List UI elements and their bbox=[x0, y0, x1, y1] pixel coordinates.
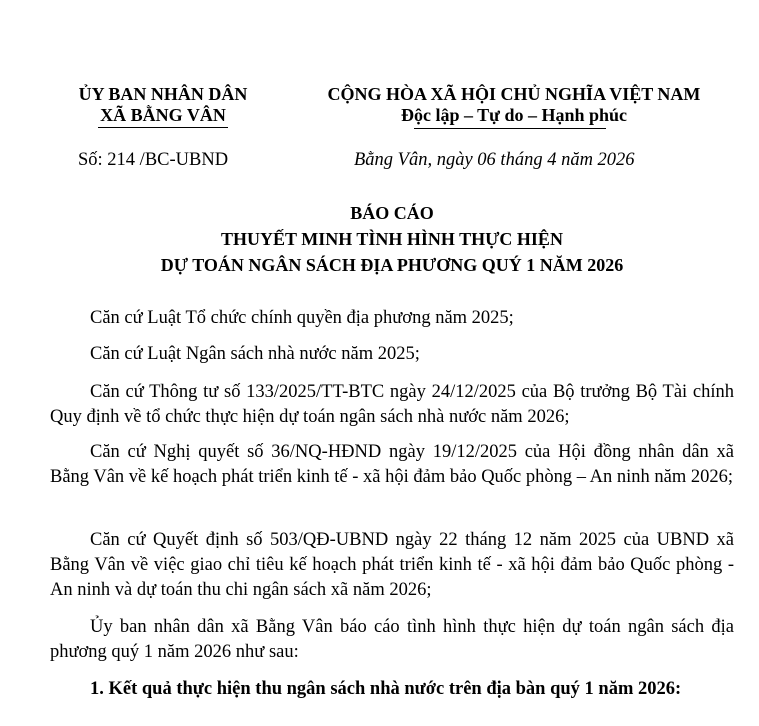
motto-underline bbox=[414, 128, 606, 129]
commune-underline bbox=[98, 127, 228, 128]
legal-basis-3: Căn cứ Thông tư số 133/2025/TT-BTC ngày 24/12/2025 của Bộ trưởng Bộ Tài chính Quy định về tổ chức thực hiện dự toán ngân sách nhà nước năm 2026; bbox=[50, 382, 734, 427]
legal-basis-1: Căn cứ Luật Tổ chức chính quyền địa phương năm 2025; bbox=[90, 308, 514, 328]
report-type: BÁO CÁO bbox=[350, 203, 434, 223]
legal-basis-4: Căn cứ Nghị quyết số 36/NQ-HĐND ngày 19/12/2025 của Hội đồng nhân dân xã Bằng Vân về kế hoạch phát triển kinh tế - xã hội đảm bảo Quốc phòng – An ninh năm 2026; bbox=[50, 442, 734, 487]
agency-name: ỦY BAN NHÂN DÂN bbox=[78, 84, 248, 104]
section-1-heading: 1. Kết quả thực hiện thu ngân sách nhà nước trên địa bàn quý 1 năm 2026: bbox=[90, 679, 682, 699]
place-and-date: Bằng Vân, ngày 06 tháng 4 năm 2026 bbox=[354, 150, 635, 170]
report-title-line1: THUYẾT MINH TÌNH HÌNH THỰC HIỆN bbox=[221, 229, 563, 249]
document-number: Số: 214 /BC-UBND bbox=[78, 150, 229, 170]
legal-basis-5: Căn cứ Quyết định số 503/QĐ-UBND ngày 22 tháng 12 năm 2025 của UBND xã Bằng Vân về việc giao chỉ tiêu kế hoạch phát triển kinh tế - xã hội đảm bảo Quốc phòng - An ninh và dự toán thu chi ngân sách xã năm 2026; bbox=[50, 530, 734, 600]
legal-basis-2: Căn cứ Luật Ngân sách nhà nước năm 2025; bbox=[90, 344, 420, 364]
national-title: CỘNG HÒA XÃ HỘI CHỦ NGHĨA VIỆT NAM bbox=[327, 84, 701, 104]
national-motto: Độc lập – Tự do – Hạnh phúc bbox=[400, 105, 628, 125]
report-intro: Ủy ban nhân dân xã Bằng Vân báo cáo tình hình thực hiện dự toán ngân sách địa phương quý 1 năm 2026 như sau: bbox=[50, 617, 734, 662]
report-title-line2: DỰ TOÁN NGÂN SÁCH ĐỊA PHƯƠNG QUÝ 1 NĂM 2026 bbox=[160, 255, 624, 275]
commune-name: XÃ BẰNG VÂN bbox=[100, 105, 226, 125]
